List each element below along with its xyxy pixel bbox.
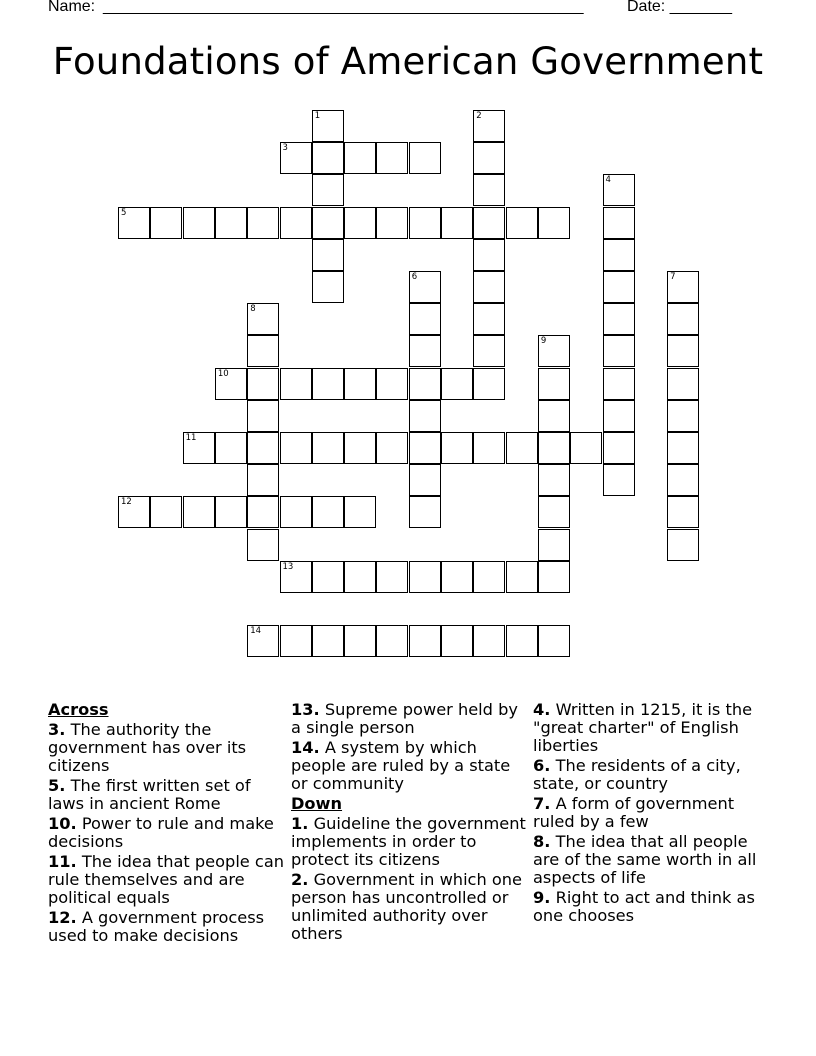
grid-cell[interactable] [538,496,570,528]
grid-cell[interactable] [603,271,635,303]
grid-cell[interactable] [280,432,312,464]
grid-cell[interactable] [247,303,279,335]
grid-cell[interactable] [344,368,376,400]
clue-across-10: 10. Power to rule and make decisions [48,814,274,851]
grid-cell[interactable] [667,496,699,528]
clues-column-1 [48,701,284,947]
grid-cell[interactable] [667,432,699,464]
clue-across-12: 12. A government process used to make decisions [48,908,265,945]
grid-cell[interactable] [441,207,473,239]
grid-cell[interactable] [538,432,570,464]
grid-cell[interactable] [409,496,441,528]
grid-cell[interactable] [538,625,570,657]
grid-cell[interactable] [538,368,570,400]
clue-number: 10 [217,368,229,379]
grid-cell[interactable] [506,207,538,239]
grid-cell[interactable] [603,464,635,496]
clue-number: 8 [250,304,256,315]
clue-down-4: 4. Written in 1215, it is the "great charter" of English liberties [533,700,753,755]
name-label: Name: [48,0,100,15]
clue-down-7: 7. A form of government ruled by a few [533,794,735,831]
clue-down-1: 1. Guideline the government implements in order to protect its citizens [291,814,526,869]
grid-cell[interactable] [603,239,635,271]
grid-cell[interactable] [603,368,635,400]
grid-cell[interactable] [473,174,505,206]
grid-cell[interactable] [247,400,279,432]
grid-cell[interactable] [215,432,247,464]
grid-cell[interactable] [538,335,570,367]
clue-number: 14 [250,626,262,637]
clue-across-14: 14. A system by which people are ruled by a state or community [291,738,511,793]
clue-across-3: 3. The authority the government has over its citizens [48,720,247,775]
grid-cell[interactable] [344,625,376,657]
grid-cell[interactable] [312,496,344,528]
grid-cell[interactable] [344,142,376,174]
grid-cell[interactable] [603,432,635,464]
grid-cell[interactable] [376,207,408,239]
clue-number: 3 [282,143,288,154]
grid-cell[interactable] [344,496,376,528]
grid-cell[interactable] [538,207,570,239]
grid-cell[interactable] [247,529,279,561]
grid-cell[interactable] [376,142,408,174]
grid-cell[interactable] [280,368,312,400]
grid-cell[interactable] [215,207,247,239]
grid-cell[interactable] [603,207,635,239]
grid-cell[interactable] [247,464,279,496]
grid-cell[interactable] [280,207,312,239]
grid-cell[interactable] [570,432,602,464]
grid-cell[interactable] [312,561,344,593]
grid-cell[interactable] [312,142,344,174]
grid-cell[interactable] [473,142,505,174]
clues-column-2 [291,701,527,945]
grid-cell[interactable] [280,142,312,174]
grid-cell[interactable] [312,207,344,239]
grid-cell[interactable] [150,496,182,528]
grid-cell[interactable] [247,207,279,239]
clue-number: 4 [605,175,611,186]
grid-cell[interactable] [247,496,279,528]
grid-cell[interactable] [538,464,570,496]
grid-cell[interactable] [603,303,635,335]
clue-number: 6 [411,272,418,282]
grid-cell[interactable] [538,561,570,593]
grid-cell[interactable] [280,561,312,593]
grid-cell[interactable] [409,368,441,400]
clue-number: 13 [282,561,294,572]
grid-cell[interactable] [667,529,699,561]
grid-cell[interactable] [409,271,441,303]
grid-cell[interactable] [247,625,279,657]
grid-cell[interactable] [312,174,344,206]
grid-cell[interactable] [538,400,570,432]
grid-cell[interactable] [183,432,215,464]
grid-cell[interactable] [441,432,473,464]
grid-cell[interactable] [247,335,279,367]
grid-cell[interactable] [667,400,699,432]
clue-number: 9 [540,336,547,347]
grid-cell[interactable] [538,529,570,561]
clue-number: 7 [670,272,676,282]
grid-cell[interactable] [312,368,344,400]
grid-cell[interactable] [473,335,505,367]
clue-down-9: 9. Right to act and think as one chooses [533,888,755,925]
grid-cell[interactable] [603,335,635,367]
grid-cell[interactable] [118,496,150,528]
grid-cell[interactable] [409,432,441,464]
grid-cell[interactable] [215,496,247,528]
grid-cell[interactable] [215,368,247,400]
grid-cell[interactable] [344,207,376,239]
clue-number: 5 [121,207,127,218]
grid-cell[interactable] [473,110,505,142]
grid-cell[interactable] [667,464,699,496]
grid-cell[interactable] [506,625,538,657]
grid-cell[interactable] [118,207,150,239]
grid-cell[interactable] [603,174,635,206]
grid-cell[interactable] [247,432,279,464]
grid-cell[interactable] [473,368,505,400]
grid-cell[interactable] [473,561,505,593]
clue-number: 12 [121,497,132,508]
grid-cell[interactable] [312,432,344,464]
grid-cell[interactable] [667,271,699,303]
clues-column-3 [533,701,769,927]
grid-cell[interactable] [473,239,505,271]
grid-cell[interactable] [312,110,344,142]
clue-across-13: 13. Supreme power held by a single person [291,700,518,737]
grid-cell[interactable] [247,368,279,400]
grid-cell[interactable] [441,625,473,657]
grid-cell[interactable] [344,432,376,464]
grid-cell[interactable] [409,561,441,593]
clue-number: 11 [185,433,197,443]
name-line[interactable]: ______________________________________________________ [103,0,584,15]
grid-cell[interactable] [409,335,441,367]
grid-cell[interactable] [473,207,505,239]
grid-cell[interactable] [409,207,441,239]
grid-cell[interactable] [183,207,215,239]
grid-cell[interactable] [667,368,699,400]
grid-cell[interactable] [344,561,376,593]
grid-cell[interactable] [280,496,312,528]
clue-number: 2 [476,111,482,121]
grid-cell[interactable] [409,464,441,496]
grid-cell[interactable] [280,625,312,657]
grid-cell[interactable] [667,335,699,367]
grid-cell[interactable] [312,239,344,271]
grid-cell[interactable] [473,432,505,464]
grid-cell[interactable] [441,561,473,593]
grid-cell[interactable] [441,368,473,400]
clue-down-2: 2. Government in which one person has uncontrolled or unlimited authority over others [291,870,522,943]
grid-cell[interactable] [150,207,182,239]
grid-cell[interactable] [473,625,505,657]
clue-across-11: 11. The idea that people can rule themselves and are political equals [48,852,284,907]
page-title: Foundations of American Government [52,40,764,83]
date-label[interactable]: Date: _______ [627,0,732,15]
clue-across-5: 5. The first written set of laws in ancient Rome [48,776,251,813]
down-heading: Down [291,794,343,813]
grid-cell[interactable] [409,142,441,174]
grid-cell[interactable] [376,368,408,400]
clue-number: 1 [314,111,321,121]
clue-down-6: 6. The residents of a city, state, or country [533,756,741,793]
across-heading: Across [48,700,109,719]
grid-cell[interactable] [603,400,635,432]
grid-cell[interactable] [376,625,408,657]
grid-cell[interactable] [312,271,344,303]
grid-cell[interactable] [473,271,505,303]
grid-cell[interactable] [376,432,408,464]
grid-cell[interactable] [183,496,215,528]
grid-cell[interactable] [506,561,538,593]
clue-down-8: 8. The idea that all people are of the same worth in all aspects of life [533,832,757,887]
grid-cell[interactable] [312,625,344,657]
grid-cell[interactable] [667,303,699,335]
grid-cell[interactable] [409,625,441,657]
grid-cell[interactable] [506,432,538,464]
grid-cell[interactable] [409,400,441,432]
grid-cell[interactable] [376,561,408,593]
grid-cell[interactable] [409,303,441,335]
grid-cell[interactable] [473,303,505,335]
